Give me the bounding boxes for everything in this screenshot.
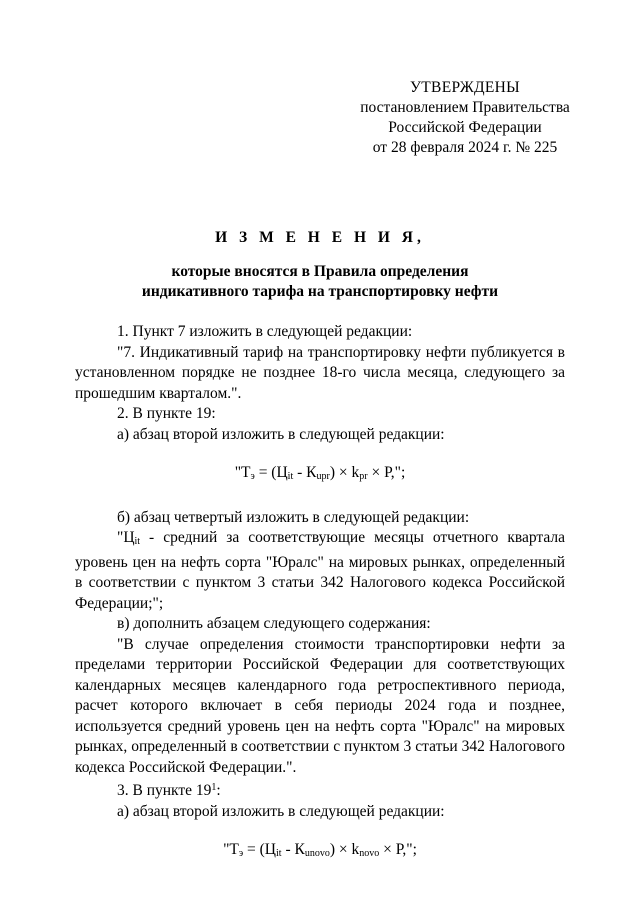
formula-2: "$Т_э = (Ц_{it} - К_{unovo}) \times k_{novo} \times Р$,"; [223, 841, 417, 859]
document-heading [60, 228, 580, 302]
paragraph-item-3: 3. В пункте $19^1$: [117, 782, 221, 799]
document-body [75, 322, 565, 885]
approval-block [330, 78, 600, 158]
paragraph-item-2b: б) абзац четвертый изложить в следующей редакции: [117, 508, 470, 526]
heading-subtitle-line2: индикативного тарифа на транспортировку нефти [141, 283, 499, 300]
formula-1: "$Т_э = (Ц_{it} - К_{upr}) \times k_{pr} \times Р$,"; [234, 464, 406, 482]
paragraph-item-2c: в) дополнить абзацем следующего содержания: [117, 615, 431, 632]
paragraph-item-2b-text: "$Ц_{it}$ - средний за соответствующие месяцы отчетного квартала уровень цен на нефть сорта "Юралс" на мировых рынках, определенный в соответствии с пунктом 3 статьи 342 Налогового кодекса Российской Федерации;"; [75, 529, 565, 612]
approval-line-federation: Российской Федерации [388, 119, 542, 136]
paragraph-item-2: 2. В пункте 19: [117, 405, 216, 422]
approval-line-date: от 28 февраля 2024 г. № 225 [372, 139, 558, 156]
heading-title: И З М Е Н Е Н И Я, [215, 229, 425, 246]
paragraph-item-2c-text: "В случае определения стоимости транспортировки нефти за пределами территории Российской Федерации для соответствующих календарных месяцев календарного года ретроспективного периода, расчет которого включает в себя периоды 2024 года и позднее, используется средний уровень цен на нефть сорта "Юралс" на мировых рынках, определенный в соответствии с пунктом 3 статьи 342 Налогового кодекса Российской Федерации.". [75, 635, 565, 776]
heading-subtitle-line1: которые вносятся в Правила определения [171, 263, 469, 280]
paragraph-item-1: 1. Пункт 7 изложить в следующей редакции: [117, 323, 413, 340]
paragraph-item-2a: а) абзац второй изложить в следующей редакции: [117, 425, 445, 443]
approval-title: УТВЕРЖДЕНЫ [410, 79, 520, 96]
approval-line-decree: постановлением Правительства [360, 99, 570, 116]
paragraph-item-3a: а) абзац второй изложить в следующей редакции: [117, 802, 445, 820]
paragraph-item-7-text: "7. Индикативный тариф на транспортировку нефти публикуется в установленном порядке не позднее 18-го числа месяца, следующего за прошедшим кварталом.". [75, 343, 565, 402]
